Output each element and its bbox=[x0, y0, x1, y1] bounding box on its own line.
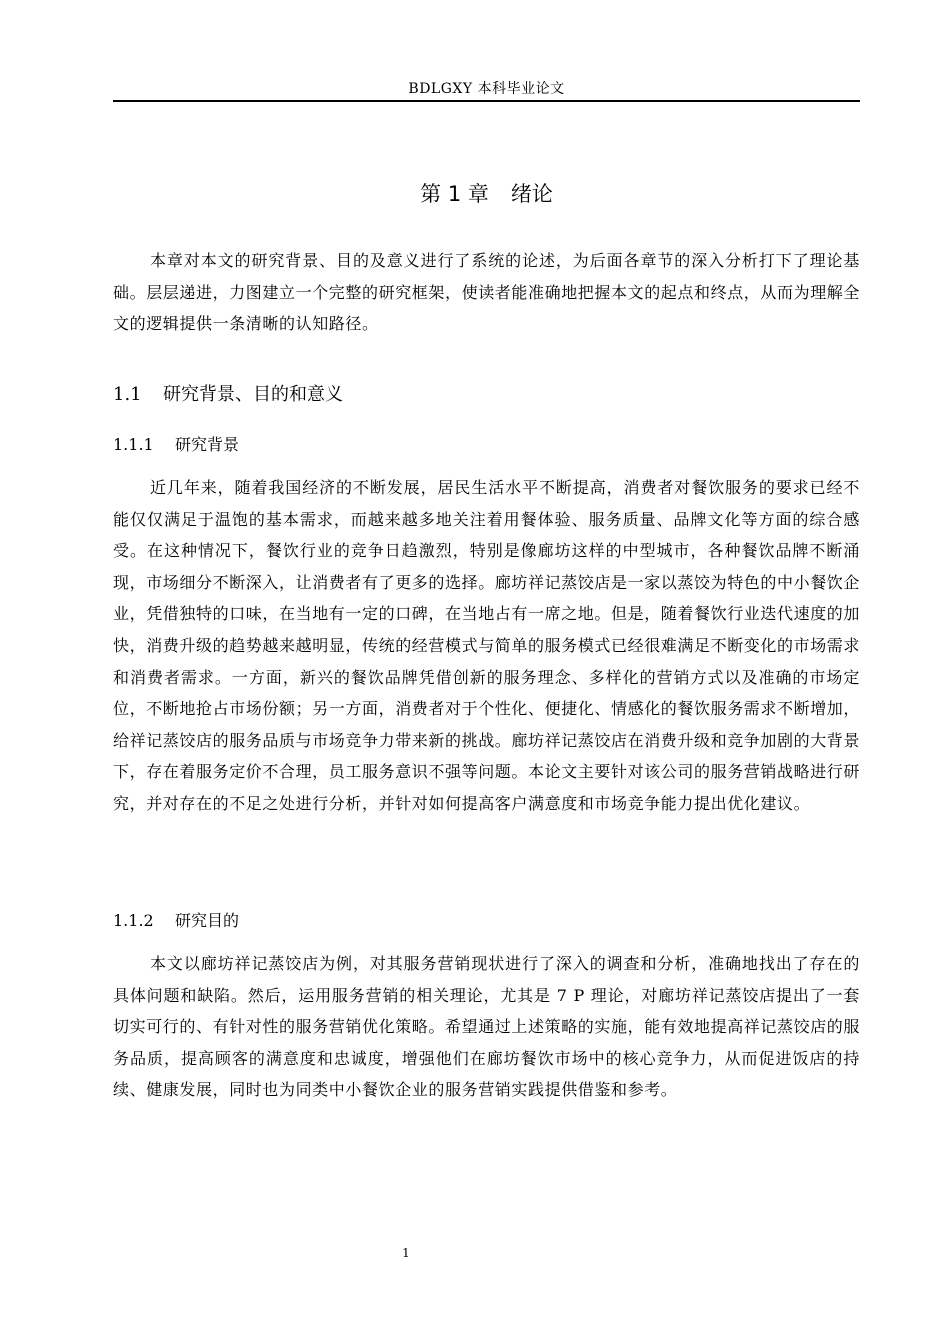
research-background-paragraph: 近几年来，随着我国经济的不断发展，居民生活水平不断提高，消费者对餐饮服务的要求已经不能仅仅满足于温饱的基本需求，而越来越多地关注着用餐体验、服务质量、品牌文化等方面的综合感受。在这种情况下，餐饮行业的竞争日趋激烈，特别是像廊坊这样的中型城市，各种餐饮品牌不断涌现，市场细分不断深入，让消费者有了更多的选择。廊坊祥记蒸饺店是一家以蒸饺为特色的中小餐饮企业，凭借独特的口味，在当地有一定的口碑，在当地占有一席之地。但是，随着餐饮行业迭代速度的加快，消费升级的趋势越来越明显，传统的经营模式与简单的服务模式已经很难满足不断变化的市场需求和消费者需求。一方面，新兴的餐饮品牌凭借创新的服务理念、多样化的营销方式以及准确的市场定位，不断地抢占市场份额；另一方面，消费者对于个性化、便捷化、情感化的餐饮服务需求不断增加，给祥记蒸饺店的服务品质与市场竞争力带来新的挑战。廊坊祥记蒸饺店在消费升级和竞争加剧的大背景下，存在着服务定价不合理，员工服务意识不强等问题。本论文主要针对该公司的服务营销战略进行研究，并对存在的不足之处进行分析，并针对如何提高客户满意度和市场竞争能力提出优化建议。 bbox=[113, 478, 861, 813]
chapter-number: 第 1 章 bbox=[420, 182, 489, 206]
page-number: 1 bbox=[402, 1246, 410, 1260]
subsection-number: 1.1.1 bbox=[113, 435, 154, 454]
chapter-title bbox=[113, 178, 860, 208]
research-purpose-paragraph: 本文以廊坊祥记蒸饺店为例，对其服务营销现状进行了深入的调查和分析，准确地找出了存在的具体问题和缺陷。然后，运用服务营销的相关理论，尤其是 7 P 理论，对廊坊祥记蒸饺店提出了一套切实可行的、有针对性的服务营销优化策略。希望通过上述策略的实施，能有效地提高祥记蒸饺店的服务品质，提高顾客的满意度和忠诚度，增强他们在廊坊餐饮市场中的核心竞争力，从而促进饭店的持续、健康发展，同时也为同类中小餐饮企业的服务营销实践提供借鉴和参考。 bbox=[113, 954, 861, 1100]
subsection-title: 研究背景 bbox=[175, 435, 240, 454]
subsection-heading-1-1-2 bbox=[113, 908, 239, 931]
running-header: BDLGXY 本科毕业论文 bbox=[408, 81, 565, 97]
subsection-title: 研究目的 bbox=[175, 911, 240, 930]
header-rule bbox=[113, 100, 860, 102]
subsection-number: 1.1.2 bbox=[113, 911, 154, 930]
section-heading-1-1 bbox=[113, 380, 343, 406]
section-title: 研究背景、目的和意义 bbox=[163, 384, 343, 405]
section-number: 1.1 bbox=[113, 384, 142, 405]
chapter-intro-paragraph: 本章对本文的研究背景、目的及意义进行了系统的论述，为后面各章节的深入分析打下了理论基础。层层递进，力图建立一个完整的研究框架，使读者能准确地把握本文的起点和终点，从而为理解全文的逻辑提供一条清晰的认知路径。 bbox=[113, 251, 861, 334]
chapter-name: 绪论 bbox=[510, 182, 553, 206]
subsection-heading-1-1-1 bbox=[113, 432, 239, 455]
